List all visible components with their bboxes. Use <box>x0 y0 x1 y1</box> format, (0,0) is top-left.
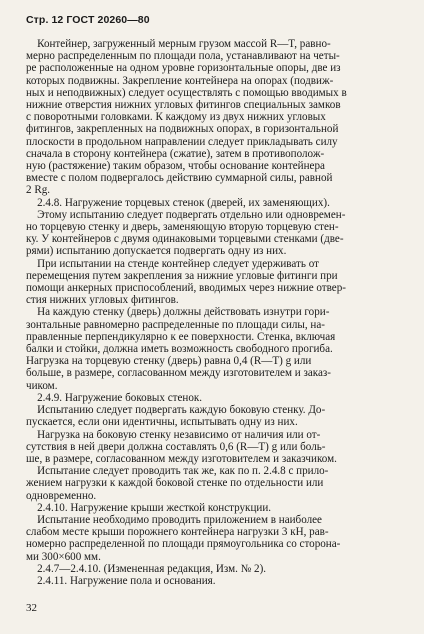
text-line: правленные перпендикулярно к ее поверхности. Стенка, включая <box>26 330 336 343</box>
text-line: больше, в размере, согласованном между изготовителем и заказ- <box>26 367 331 380</box>
text-line: рями) испытанию допускается подвергать одну из них. <box>26 245 287 258</box>
text-line: Испытание необходимо проводить приложением в наиболее <box>26 513 322 526</box>
page-number: 32 <box>26 602 37 614</box>
text-line: нижние отверстия нижних угловых фитингов специальных замков <box>26 99 341 112</box>
text-line: При испытании на стенде контейнер следует удерживать от <box>26 257 319 270</box>
text-line: балки и стойки, должна иметь возможность свободного прогиба. <box>26 343 333 356</box>
text-line: вместе с полом подвергалось действию суммарной силы, равной <box>26 172 333 185</box>
text-line: помощи анкерных приспособлений, вводимых через нижние отвер- <box>26 282 346 295</box>
text-line: плоскости в продольном направлении следует прикладывать силу <box>26 135 338 148</box>
text-line: Нагрузка на торцевую стенку (дверь) равна 0,4 (R—T) g или <box>26 355 312 368</box>
text-line: 2.4.10. Нагружение крыши жесткой конструкции. <box>26 501 272 514</box>
text-line: одновременно. <box>26 489 97 502</box>
page-header: Стр. 12 ГОСТ 20260—80 <box>26 14 150 26</box>
text-line: пускается, если они идентичны, испытывать одну из них. <box>26 416 298 429</box>
text-line: сначала в сторону контейнера (сжатие), затем в противополож- <box>26 147 325 160</box>
text-line: 2 Rg. <box>26 184 51 197</box>
text-line: ше, в размере, согласованном между изготовителем и заказчиком. <box>26 452 337 465</box>
text-line: 2.4.7—2.4.10. (Измененная редакция, Изм. № 2). <box>26 562 267 575</box>
text-line: ре расположенные на одном уровне горизонтальные опоры, две из <box>26 62 341 75</box>
text-line: 2.4.9. Нагружение боковых стенок. <box>26 391 203 404</box>
text-line: слабом месте крыши порожнего контейнера нагрузки 3 кН, рав- <box>26 526 329 539</box>
text-line: чиком. <box>26 379 58 392</box>
text-line: Нагрузка на боковую стенку независимо от наличия или от- <box>26 428 321 441</box>
text-line: жением нагрузки к каждой боковой стенке по отдельности или <box>26 477 324 490</box>
text-line: ку. У контейнеров с двумя одинаковыми торцевыми стенками (две- <box>26 233 344 246</box>
text-line: Этому испытанию следует подвергать отдельно или одновремен- <box>26 208 346 221</box>
text-line: зонтальные равномерно распределенные по площади силы, на- <box>26 318 325 331</box>
text-line: которых подвижны. Закрепление контейнера на опорах (подвиж- <box>26 74 334 87</box>
text-line: ми 300×600 мм. <box>26 550 101 563</box>
text-line: с поворотными головками. К каждому из двух нижних угловых <box>26 111 326 124</box>
text-line: перемещения путем закрепления за нижние угловые фитинги при <box>26 269 338 282</box>
text-line: Контейнер, загруженный мерным грузом массой R—T, равно- <box>26 38 331 50</box>
page-body-text <box>26 38 406 587</box>
text-line: номерно распределенной по площади прямоугольника со сторона- <box>26 538 341 551</box>
text-line: Испытанию следует подвергать каждую боковую стенку. До- <box>26 404 326 417</box>
text-line: На каждую стенку (дверь) должны действовать изнутри гори- <box>26 306 330 319</box>
text-line: 2.4.8. Нагружение торцевых стенок (дверей, их заменяющих). <box>26 196 330 209</box>
text-line: ных и неподвижных) следует осуществлять с помощью вводимых в <box>26 86 347 99</box>
text-line: ную (растяжение) таким образом, чтобы основание контейнера <box>26 160 325 173</box>
text-line: мерно распределенным по площади пола, устанавливают на четы- <box>26 50 340 63</box>
text-line: сутствия в ней двери должна составлять 0,6 (R—T) g или боль- <box>26 440 326 453</box>
text-line: Испытание следует проводить так же, как по п. 2.4.8 с прило- <box>26 465 329 478</box>
text-line: фитингов, закрепленных на подвижных опорах, в горизонтальной <box>26 123 339 136</box>
text-line: но торцевую стенку и дверь, заменяющую вторую торцевую стен- <box>26 221 339 234</box>
text-line: 2.4.11. Нагружение пола и основания. <box>26 574 216 587</box>
text-line: стия нижних угловых фитингов. <box>26 294 179 307</box>
